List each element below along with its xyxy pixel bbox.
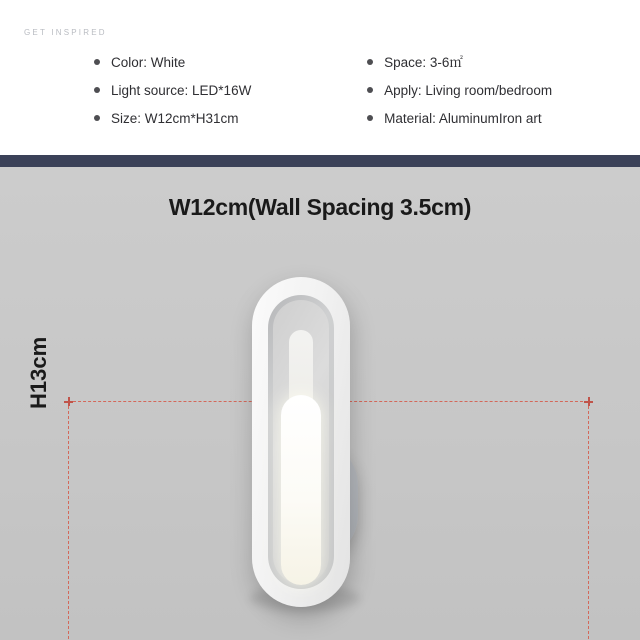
- spec-item-size: [94, 111, 329, 127]
- bullet-icon: [94, 59, 100, 65]
- spec-label: Size: W12cm*H31cm: [111, 111, 239, 126]
- spec-item-color: [94, 55, 329, 71]
- spec-item-space: [367, 55, 614, 71]
- dimension-diagram: [0, 167, 640, 640]
- spec-item-material: [367, 111, 614, 127]
- lamp-light-diffuser: [281, 395, 321, 585]
- spec-label: Space: 3-6㎡: [384, 55, 463, 70]
- spec-label: Light source: LED*16W: [111, 83, 252, 98]
- dimension-line-left: [68, 401, 69, 640]
- bullet-icon: [367, 59, 373, 65]
- bullet-icon: [367, 87, 373, 93]
- dimension-tick-icon: [584, 397, 593, 406]
- spec-label: Color: White: [111, 55, 186, 70]
- product-image-wall-lamp: [232, 267, 392, 627]
- bullet-icon: [94, 115, 100, 121]
- tagline: GET INSPIRED: [24, 28, 107, 37]
- spec-label: Material: AluminumIron art: [384, 111, 542, 126]
- width-dimension-label: W12cm(Wall Spacing 3.5cm): [168, 194, 472, 220]
- lamp-inner-ring: [268, 295, 334, 589]
- spec-item-light-source: [94, 83, 329, 99]
- spec-column-right: [367, 55, 614, 127]
- dimension-line-right: [588, 401, 589, 640]
- bullet-icon: [367, 115, 373, 121]
- section-divider: [0, 155, 640, 167]
- dimension-tick-icon: [64, 397, 73, 406]
- spec-column-left: [94, 55, 329, 127]
- bullet-icon: [94, 87, 100, 93]
- spec-columns: [94, 55, 614, 127]
- spec-item-apply: [367, 83, 614, 99]
- lamp-inner-panel: [273, 300, 329, 584]
- lamp-body: [252, 277, 350, 607]
- height-dimension-label: H13cm: [26, 336, 51, 409]
- spec-label: Apply: Living room/bedroom: [384, 83, 553, 98]
- specification-panel: [0, 0, 640, 155]
